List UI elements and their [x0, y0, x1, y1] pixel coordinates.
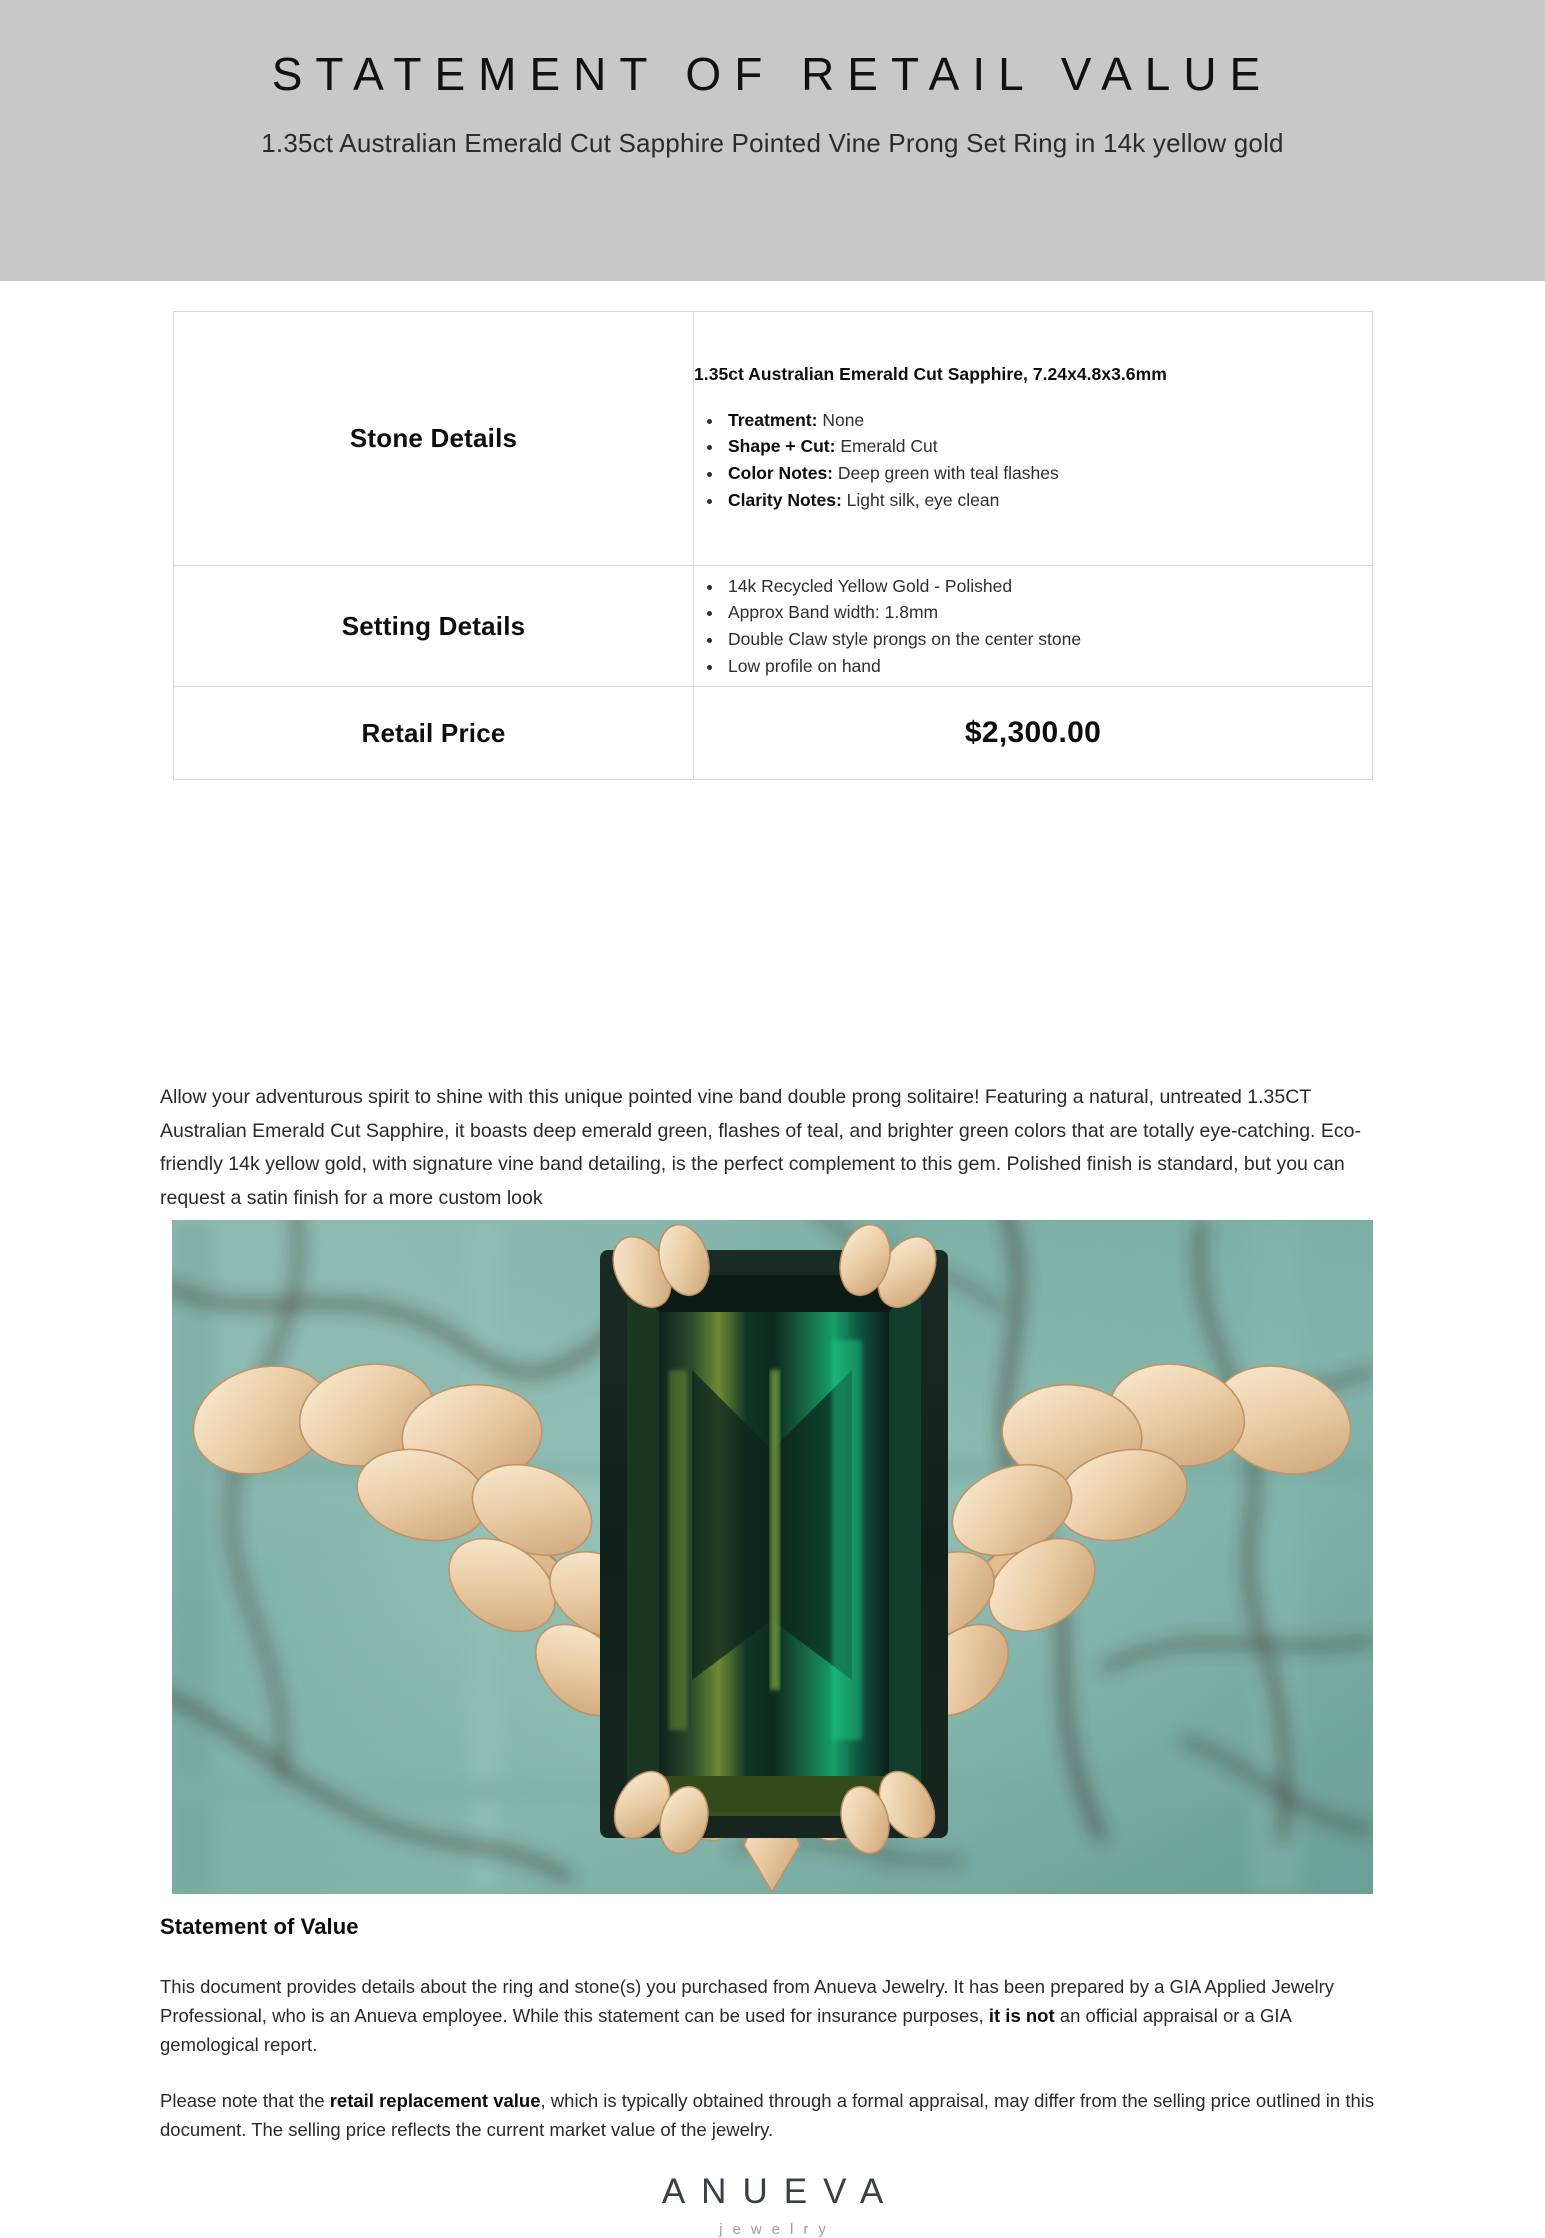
list-item	[724, 407, 1372, 434]
stone-summary-heading: 1.35ct Australian Emerald Cut Sapphire, 7.24x4.8x3.6mm	[694, 363, 1167, 384]
table-row	[174, 566, 1373, 687]
sov-p1-emphasis: it is not	[988, 2004, 1055, 2026]
bullet-term: Shape + Cut:	[728, 436, 836, 457]
bullet-term: Clarity Notes:	[728, 489, 842, 510]
statement-of-value-heading: Statement of Value	[160, 1914, 359, 1939]
statement-of-value-paragraph-2	[160, 2087, 1385, 2145]
bullet-value: None	[817, 409, 865, 430]
page-subtitle: 1.35ct Australian Emerald Cut Sapphire Pointed Vine Prong Set Ring in 14k yellow gold	[261, 127, 1284, 158]
sov-p2-text-1: Please note that the	[160, 2090, 330, 2111]
list-item	[724, 460, 1372, 487]
bullet-value: Deep green with teal flashes	[833, 463, 1059, 483]
row-content-setting-details	[694, 566, 1373, 687]
row-content-stone-details	[694, 312, 1373, 566]
product-description: Allow your adventurous spirit to shine with this unique pointed vine band double prong solitaire! Featuring a natural, untreated 1.35CT Australian Emerald Cut Sapphire, it boasts deep emerald green, flashes of teal, and brighter green colors that are totally eye-catching. Eco-friendly 14k yellow gold, with signature vine band detailing, is the perfect complement to this gem. Polished finish is standard, but you can request a satin finish for a more custom look	[160, 1086, 1361, 1209]
brand-logo	[0, 2174, 1545, 2238]
bullet-term: Treatment:	[728, 409, 818, 430]
row-label-retail-price: Retail Price	[174, 687, 694, 780]
sov-p2-emphasis: retail replacement value	[329, 2090, 541, 2111]
brand-logo-name: ANUEVA	[661, 2172, 900, 2211]
stone-details-list	[694, 407, 1372, 513]
bullet-term: Color Notes:	[728, 463, 833, 483]
list-item	[724, 433, 1372, 460]
sov-p1-text-2: an official appraisal or a GIA gemological report.	[160, 2004, 1291, 2055]
sov-p1-text-1: This document provides details about the ring and stone(s) you purchased from Anueva Jewelry. It has been prepared by a GIA Applied Jewelry Professional, who is an Anueva employee. While this statement can be used for insurance purposes,	[160, 1976, 1335, 2026]
list-item: • 14k Recycled Yellow Gold - Polished	[724, 573, 1372, 600]
retail-price-value: $2,300.00	[964, 716, 1102, 749]
document-header-band	[0, 0, 1545, 281]
sov-p2-text-2: , which is typically obtained through a formal appraisal, may differ from the selling price outlined in this document. The selling price reflects the current market value of the jewelry.	[160, 2090, 1375, 2140]
table-row	[174, 687, 1373, 780]
row-label-stone-details: Stone Details	[174, 312, 694, 566]
list-item: • Approx Band width: 1.8mm	[724, 599, 1372, 626]
list-item: • Double Claw style prongs on the center stone	[724, 626, 1372, 653]
bullet-value: Light silk, eye clean	[841, 489, 1000, 510]
table-row	[174, 312, 1373, 566]
ring-photo-illustration	[172, 1220, 1373, 1894]
page-title: STATEMENT OF RETAIL VALUE	[271, 48, 1274, 100]
list-item	[724, 487, 1372, 514]
details-table	[173, 311, 1373, 780]
row-content-retail-price	[694, 687, 1373, 780]
ring-product-photo	[172, 1220, 1373, 1894]
bullet-value: Emerald Cut	[835, 436, 938, 457]
list-item: • Low profile on hand	[724, 653, 1372, 680]
brand-logo-tagline: jewelry	[719, 2221, 836, 2238]
setting-details-list	[694, 573, 1372, 679]
statement-of-value-paragraph-1	[160, 1973, 1385, 2060]
row-label-setting-details: Setting Details	[174, 566, 694, 687]
